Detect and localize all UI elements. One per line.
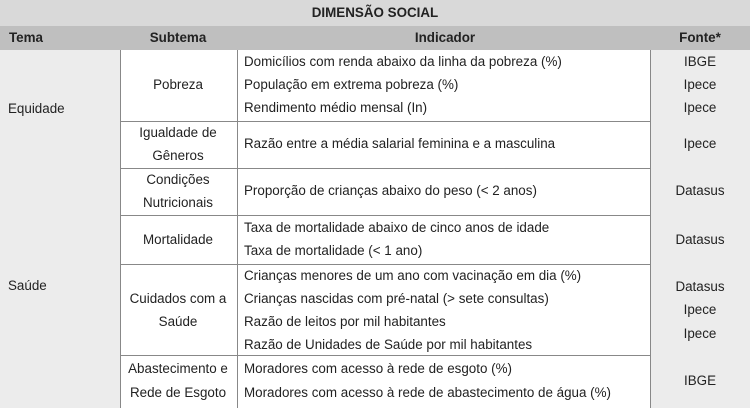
- indicador-cell: População em extrema pobreza (%): [244, 77, 459, 92]
- fonte-cell: Ipece: [683, 326, 717, 341]
- fonte-cell: Ipece: [683, 77, 717, 92]
- fonte-cell: Datasus: [675, 183, 725, 198]
- header-subtema: Subtema: [149, 30, 207, 45]
- subtema-cell: Mortalidade: [143, 232, 213, 247]
- tema-cell: Equidade: [8, 101, 65, 116]
- group-divider: [120, 168, 650, 169]
- header-tema: Tema: [9, 30, 43, 45]
- indicador-cell: Moradores com acesso à rede de esgoto (%): [244, 361, 512, 376]
- indicador-cell: Crianças menores de um ano com vacinação em dia (%): [244, 268, 582, 283]
- indicador-cell: Razão de leitos por mil habitantes: [244, 314, 446, 329]
- subtema-cell: Pobreza: [153, 77, 203, 92]
- subtema-cell: Rede de Esgoto: [129, 385, 227, 400]
- group-divider: [120, 355, 650, 356]
- indicador-cell: Taxa de mortalidade abaixo de cinco anos de idade: [244, 220, 550, 235]
- indicador-cell: Rendimento médio mensal (In): [244, 100, 428, 115]
- indicador-cell: Domicílios com renda abaixo da linha da pobreza (%): [244, 54, 562, 69]
- fonte-cell: IBGE: [684, 54, 716, 69]
- subtema-cell: Nutricionais: [143, 195, 213, 210]
- subtema-cell: Saúde: [158, 314, 198, 329]
- header-indicador: Indicador: [414, 30, 476, 45]
- fonte-cell: IBGE: [684, 373, 716, 388]
- subtema-cell: Abastecimento e: [128, 361, 228, 376]
- indicador-cell: Razão entre a média salarial feminina e a masculina: [244, 136, 556, 151]
- indicador-cell: Taxa de mortalidade (< 1 ano): [244, 243, 423, 258]
- group-divider: [120, 121, 650, 122]
- header-fonte: Fonte*: [679, 30, 721, 45]
- subtema-cell: Condições: [146, 172, 210, 187]
- group-divider: [120, 264, 650, 265]
- indicador-cell: Crianças nascidas com pré-natal (> sete consultas): [244, 291, 549, 306]
- indicador-cell: Moradores com acesso à rede de abastecimento de água (%): [244, 385, 611, 400]
- fonte-cell: Datasus: [675, 279, 725, 294]
- table-title: DIMENSÃO SOCIAL: [311, 5, 439, 20]
- fonte-cell: Ipece: [683, 100, 717, 115]
- header-row: [0, 26, 750, 50]
- fonte-cell: Ipece: [683, 136, 717, 151]
- indicador-cell: Proporção de crianças abaixo do peso (< 2 anos): [244, 183, 537, 198]
- fonte-cell: Datasus: [675, 232, 725, 247]
- subtema-cell: Igualdade de: [139, 125, 217, 140]
- column-divider: [650, 50, 651, 408]
- tema-cell: Saúde: [8, 278, 47, 293]
- group-divider: [120, 215, 650, 216]
- subtema-cell: Gêneros: [152, 148, 204, 163]
- fonte-cell: Ipece: [683, 302, 717, 317]
- subtema-cell: Cuidados com a: [129, 291, 227, 306]
- indicador-cell: Razão de Unidades de Saúde por mil habitantes: [244, 337, 533, 352]
